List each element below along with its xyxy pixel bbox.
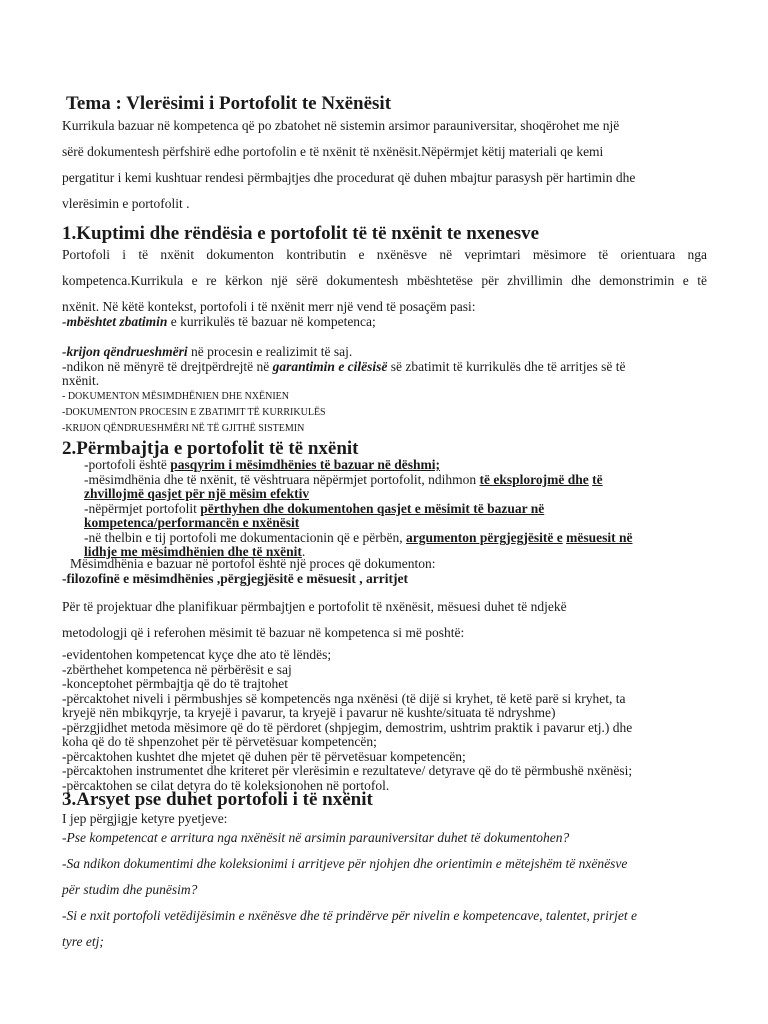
section-1-paragraph: Portofoli i të nxënit dokumenton kontributin e nxënësve në veprimtari mësimore të orientuara nga kompetenca.Kurrikula e re kërkon një sërë dokumentesh mbështetëse për zhvillimin dhe demonstrimin e të: [62, 247, 707, 288]
section-1-caps-list: - DOKUMENTON MËSIMDHËNIEN DHE NXËNIEN -DOKUMENTON PROCESIN E ZBATIMIT TË KURRIKULËS -KRIJON QËNDRUESHMËRI NË TË GJITHË SISTEMIN: [62, 391, 326, 434]
section-3-heading: 3.Arsyet pse duhet portofoli i të nxënit: [62, 789, 373, 810]
section-1-heading: 1.Kuptimi dhe rëndësia e portofolit të të nxënit te nxenesve: [62, 223, 540, 244]
section-2-method: Mësimdhënia e bazuar në portofol është një proces që dokumenton: -filozofinë e mësimdhënies ,përgjegjësitë e mësuesit , arritjet: [62, 556, 436, 586]
section-3-questions: -Pse kompetencat e arritura nga nxënësit në arsimin parauniversitar duhet të dokumentohen? -Sa ndikon dokumentimi dhe koleksionimi i arritjeve për njohjen dhe orientimin e mëtejshëm të nxënësve për studim dhe punësim? -Si e nxit portofoli vetëdijësimin e nxënësve dhe të prindërve për nivelin e kompetencave, talentet, prirjet e tyre etj;: [62, 830, 638, 949]
section-2-paragraph: Për të projektuar dhe planifikuar përmbajtjen e portofolit të nxënësit, mësuesi duhet të ndjekë metodologji që i referohen mësimit të bazuar në kompetenca si më poshtë:: [62, 599, 567, 640]
section-1-bullets: -krijon qëndrueshmëri në procesin e realizimit të saj. -ndikon në mënyrë të drejtpërdrejtë në garantimin e cilësisë së zbatimit të kurrikulës dhe të arritjes së të nxënit.: [62, 344, 626, 388]
section-2-heading: 2.Përmbajtja e portofolit të të nxënit: [62, 438, 359, 459]
section-2-list: -evidentohen kompetencat kyçe dhe ato të lëndës; -zbërthehet kompetenca në përbërësit e saj -konceptohet përmbajtja që do të trajtohet -përcaktohet niveli i përmbushjes së kompetencës nga nxënësi (të dijë si kryhet, të ketë parë si kryhet, ta kryejë nën mbikqyrje, ta kryejë i pavarur, ta kryejë i pavarur në kushte/situata të ndryshme) -përzgjidhet metoda mësimore që do të përdoret (shpjegim, demostrim, ushtrim praktik i pavarur etj.) dhe koha që do të shpenzohet për të përvetësuar kompetencën; -përcaktohen kushtet dhe mjetet që duhen për të përvetësuar kompetencën; -përcaktohen instrumentet dhe kriteret për vlerësimin e rezultateve/ detyrave që do të përmbushë nxënësi; -përcaktohen se cilat detyra do të koleksionohen në portofol.: [62, 647, 633, 793]
document-title: Tema : Vlerësimi i Portofolit te Nxënësit: [66, 93, 392, 114]
section-3-intro: I jep përgjigje ketyre pyetjeve:: [62, 811, 228, 826]
intro-paragraph: Kurrikula bazuar në kompetenca që po zbatohet në sistemin arsimor parauniversitar, shoqërohet me një sërë dokumentesh përfshirë edhe portofolin e të nxënit të nxënësit.Nëpërmjet këtij materiali qe kemi pergatitur i kemi kushtuar rendesi përmbajtjes dhe procedurat që duhen mbajtur parasysh për hartimin dhe vlerësimin e portofolit .: [62, 118, 636, 211]
section-1-paragraph-end: nxënit. Në këtë kontekst, portofoli i të nxënit merr një vend të posaçëm pasi: -mbështet zbatimin e kurrikulës të bazuar në kompetenca;: [62, 299, 476, 329]
section-2-items: -portofoli është pasqyrim i mësimdhënies të bazuar në dëshmi; -mësimdhënia dhe të nxënit, të vështruara nëpërmjet portofolit, ndihmon të eksplorojmë dhe të zhvillojmë qasjet për një mësim efektiv -nëpërmjet portofolit përthyhen dhe dokumentohen qasjet e mësimit të bazuar në kompetenca/performancën e nxënësit -në thelbin e tij portofoli me dokumentacionin që e përbën, argumenton përgjegjësitë e mësuesit në lidhje me mësimdhënien dhe të nxënit.: [84, 457, 633, 559]
